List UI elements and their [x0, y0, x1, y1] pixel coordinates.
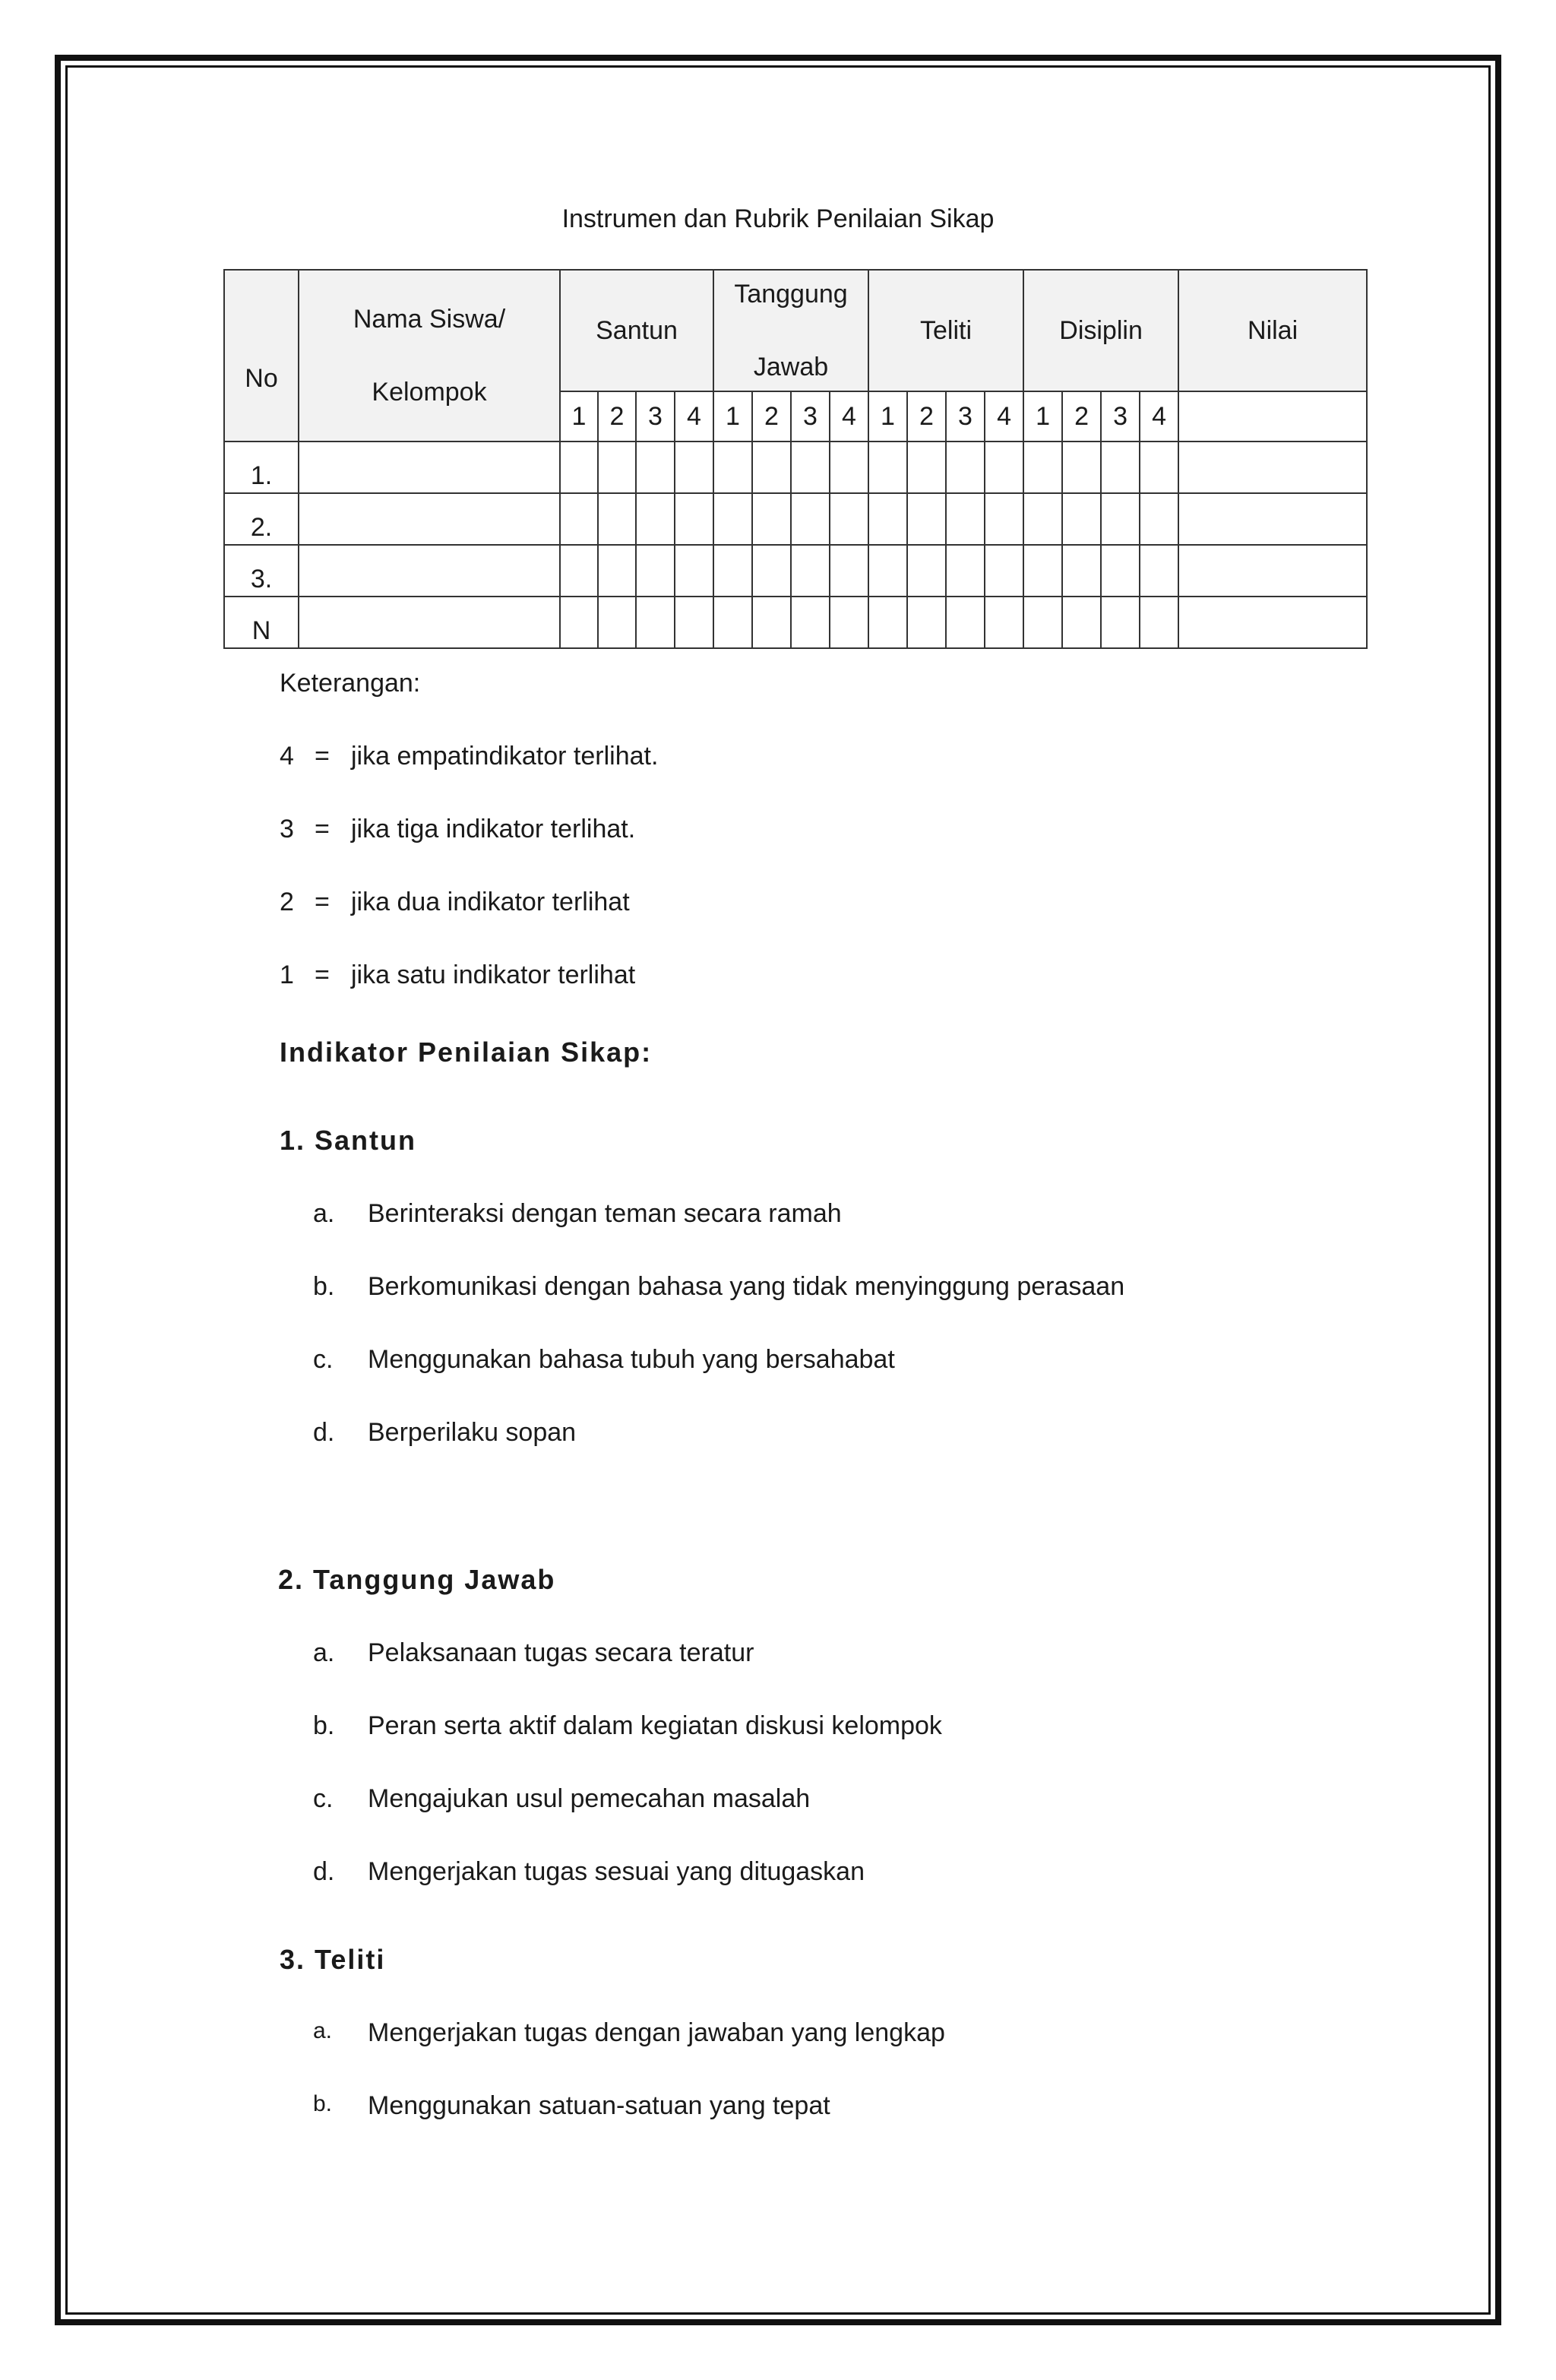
- score-santun-3: 3: [636, 391, 675, 442]
- name-cell: [299, 545, 560, 597]
- item-text: Peran serta aktif dalam kegiatan diskusi kelompok: [368, 1711, 942, 1740]
- section-title-tanggung-jawab: 2. Tanggung Jawab: [278, 1564, 556, 1595]
- item-marker: a.: [313, 1638, 335, 1667]
- score-disiplin-1: 1: [1023, 391, 1062, 442]
- keterangan-equals: =: [315, 742, 330, 771]
- score-disiplin-3: 3: [1101, 391, 1140, 442]
- item-marker: b.: [313, 1272, 335, 1301]
- item-text: Menggunakan satuan-satuan yang tepat: [368, 2091, 830, 2120]
- row-number: 3.: [224, 545, 299, 597]
- keterangan-score: 4: [280, 742, 294, 771]
- keterangan-equals: =: [315, 888, 330, 916]
- table-row: [224, 545, 1367, 597]
- header-tanggung-line1: Tanggung: [734, 280, 848, 309]
- rubric-table: [223, 269, 1368, 649]
- row-number: 1.: [224, 442, 299, 493]
- indikator-heading: Indikator Penilaian Sikap:: [280, 1037, 653, 1068]
- nilai-cell: [1178, 545, 1367, 597]
- item-text: Berkomunikasi dengan bahasa yang tidak menyinggung perasaan: [368, 1272, 1125, 1301]
- item-marker: c.: [313, 1345, 334, 1374]
- row-number: 2.: [224, 493, 299, 545]
- score-nilai-empty: [1178, 391, 1367, 442]
- item-text: Menggunakan bahasa tubuh yang bersahabat: [368, 1345, 895, 1374]
- header-santun: Santun: [560, 270, 713, 391]
- document-title: Instrumen dan Rubrik Penilaian Sikap: [561, 204, 995, 233]
- keterangan-score: 3: [280, 815, 294, 843]
- keterangan-text: jika satu indikator terlihat: [351, 961, 636, 989]
- score-santun-1: 1: [560, 391, 598, 442]
- score-tanggung-3: 3: [791, 391, 830, 442]
- item-text: Berperilaku sopan: [368, 1418, 577, 1447]
- score-santun-4: 4: [675, 391, 713, 442]
- header-teliti: Teliti: [868, 270, 1023, 391]
- score-teliti-4: 4: [985, 391, 1023, 442]
- name-cell: [299, 597, 560, 648]
- row-number: N: [224, 597, 299, 648]
- keterangan-text: jika empatindikator terlihat.: [351, 742, 659, 771]
- keterangan-score: 2: [280, 888, 294, 916]
- name-cell: [299, 493, 560, 545]
- header-nama-line1: Nama Siswa/: [353, 305, 506, 334]
- item-marker: d.: [313, 1418, 335, 1447]
- header-disiplin: Disiplin: [1023, 270, 1178, 391]
- item-marker: b.: [313, 2091, 333, 2116]
- keterangan-equals: =: [315, 815, 330, 843]
- score-disiplin-4: 4: [1140, 391, 1178, 442]
- keterangan-text: jika dua indikator terlihat: [351, 888, 630, 916]
- item-marker: a.: [313, 2018, 333, 2043]
- table-row: [224, 493, 1367, 545]
- header-tanggung-jawab: [713, 270, 868, 391]
- table-row: [224, 597, 1367, 648]
- item-text: Berinteraksi dengan teman secara ramah: [368, 1199, 842, 1228]
- keterangan-label: Keterangan:: [280, 669, 421, 698]
- item-marker: c.: [313, 1784, 334, 1813]
- section-title-santun: 1. Santun: [280, 1125, 417, 1156]
- score-teliti-1: 1: [868, 391, 907, 442]
- nilai-cell: [1178, 597, 1367, 648]
- header-nama-siswa: [299, 270, 560, 442]
- item-marker: d.: [313, 1857, 335, 1886]
- keterangan-text: jika tiga indikator terlihat.: [351, 815, 636, 843]
- item-text: Mengajukan usul pemecahan masalah: [368, 1784, 811, 1813]
- score-santun-2: 2: [598, 391, 636, 442]
- score-teliti-3: 3: [946, 391, 985, 442]
- item-marker: a.: [313, 1199, 335, 1228]
- score-disiplin-2: 2: [1062, 391, 1101, 442]
- item-text: Mengerjakan tugas sesuai yang ditugaskan: [368, 1857, 865, 1886]
- item-text: Mengerjakan tugas dengan jawaban yang lengkap: [368, 2018, 945, 2047]
- header-nama-line2: Kelompok: [372, 378, 487, 407]
- header-nilai: Nilai: [1178, 270, 1367, 391]
- score-tanggung-1: 1: [713, 391, 752, 442]
- score-tanggung-4: 4: [830, 391, 868, 442]
- keterangan-score: 1: [280, 961, 294, 989]
- score-teliti-2: 2: [907, 391, 946, 442]
- nilai-cell: [1178, 442, 1367, 493]
- nilai-cell: [1178, 493, 1367, 545]
- section-title-teliti: 3. Teliti: [280, 1944, 386, 1975]
- header-tanggung-line2: Jawab: [753, 353, 829, 381]
- score-tanggung-2: 2: [752, 391, 791, 442]
- name-cell: [299, 442, 560, 493]
- item-text: Pelaksanaan tugas secara teratur: [368, 1638, 754, 1667]
- item-marker: b.: [313, 1711, 335, 1740]
- table-row: [224, 442, 1367, 493]
- keterangan-equals: =: [315, 961, 330, 989]
- header-no: No: [224, 270, 299, 442]
